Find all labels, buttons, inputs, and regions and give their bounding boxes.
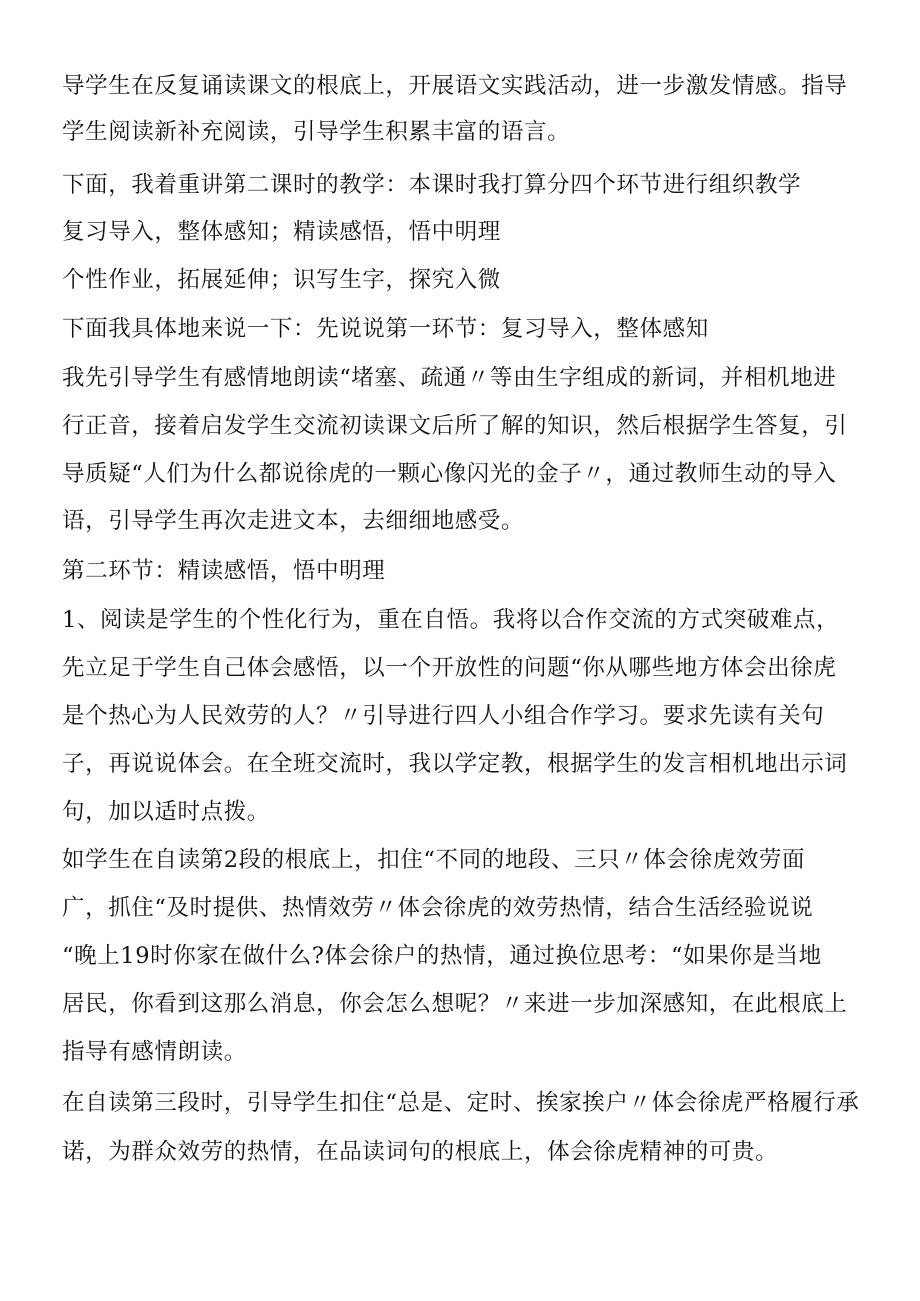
text-line: 先立足于学生自己体会感悟，以一个开放性的问题“你从哪些地方体会出徐虎: [62, 655, 837, 681]
text-line: 指导有感情朗读。: [62, 1039, 247, 1065]
text-line: 广，抓住“及时提供、热情效劳〃体会徐虎的效劳热情，结合生活经验说说: [62, 895, 814, 921]
text-line: 下面我具体地来说一下：先说说第一环节：复习导入，整体感知: [62, 316, 709, 342]
text-line: 在自读第三段时，引导学生扣住“总是、定时、挨家挨户〃体会徐虎严格履行承: [62, 1090, 860, 1116]
text-line: 第二环节：精读感悟，悟中明理: [62, 558, 386, 584]
text-line: 子，再说说体会。在全班交流时，我以学定教，根据学生的发言相机地出示词: [62, 751, 848, 777]
text-line: 居民，你看到这那么消息，你会怎么想呢？〃来进一步加深感知，在此根底上: [62, 991, 848, 1017]
text-line: 学生阅读新补充阅读，引导学生积累丰富的语言。: [62, 119, 571, 145]
text-line: 我先引导学生有感情地朗读“堵塞、疏通〃等由生字组成的新词，并相机地进: [62, 365, 837, 391]
text-line: 导质疑“人们为什么都说徐虎的一颗心像闪光的金子〃，通过教师生动的导入: [62, 461, 837, 487]
text-line: 诺，为群众效劳的热情，在品读词句的根底上，体会徐虎精神的可贵。: [62, 1139, 779, 1165]
text-line: 下面，我着重讲第二课时的教学：本课时我打算分四个环节进行组织教学: [62, 172, 802, 198]
text-line: 导学生在反复诵读课文的根底上，开展语文实践活动，进一步激发情感。指导: [62, 73, 848, 99]
text-line: 是个热心为人民效劳的人？〃引导进行四人小组合作学习。要求先读有关句: [62, 703, 825, 729]
text-line: “晚上19时你家在做什么?体会徐户的热情，通过换位思考：“如果你是当地: [62, 943, 822, 969]
text-line: 语，引导学生再次走进文本，去细细地感受。: [62, 508, 525, 534]
text-line: 句，加以适时点拨。: [62, 799, 270, 825]
text-line: 1、阅读是学生的个性化行为，重在自悟。我将以合作交流的方式突破难点，: [62, 607, 840, 633]
text-line: 个性作业，拓展延伸；识写生字，探究入微: [62, 267, 501, 293]
text-line: 行正音，接着启发学生交流初读课文后所了解的知识，然后根据学生答复，引: [62, 413, 848, 439]
text-line: 如学生在自读第2段的根底上，扣住“不同的地段、三只〃体会徐虎效劳面: [62, 847, 806, 873]
text-line: 复习导入，整体感知；精读感悟，悟中明理: [62, 219, 501, 245]
